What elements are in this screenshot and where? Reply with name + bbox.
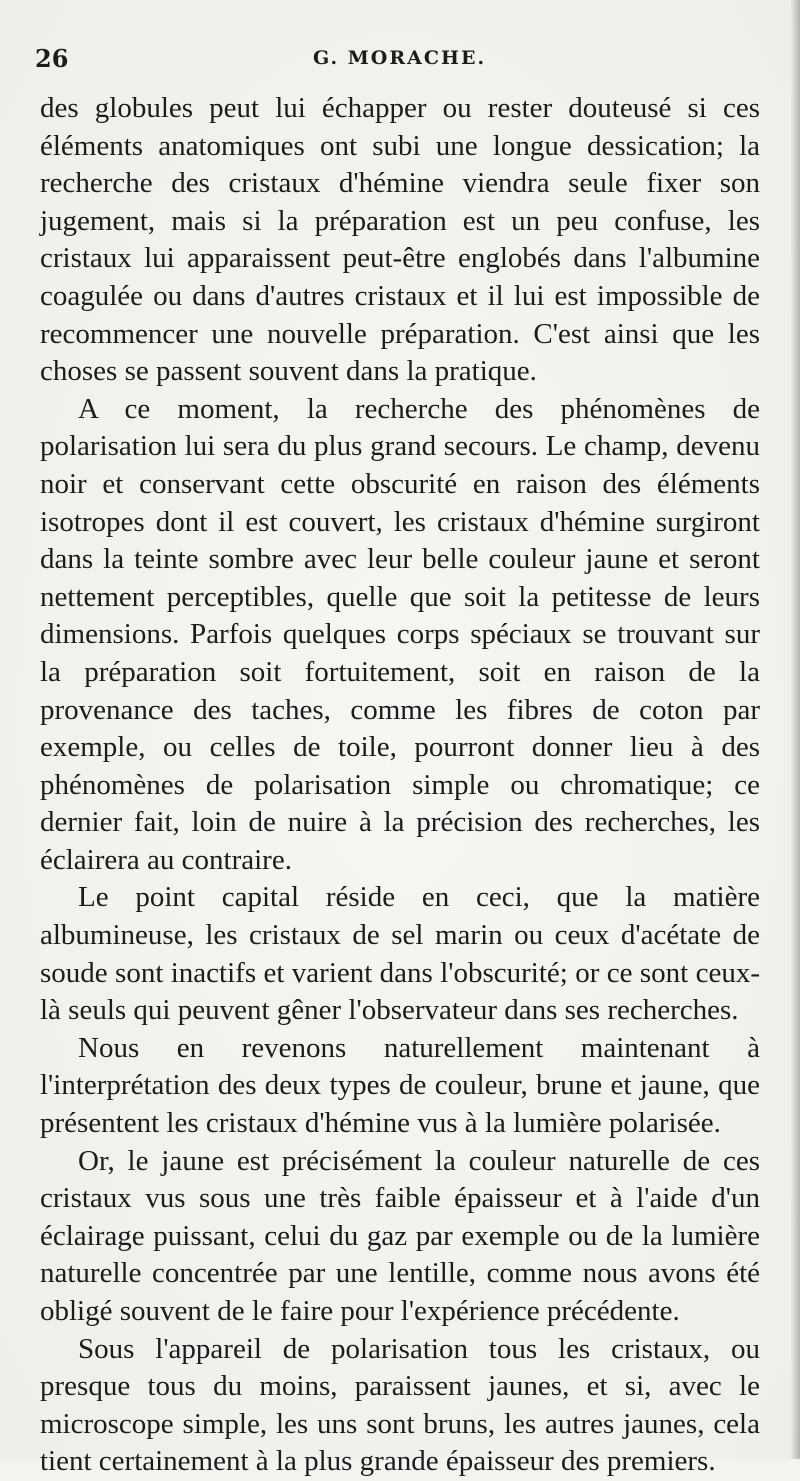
paragraph-5: Or, le jaune est précisément la couleur naturelle de ces cristaux vus sous une très faible épaisseur et à l'aide d'un éclairage puissant, celui du gaz par exemple ou de la lumière naturelle concentrée par une lentille, comme nous avons été obligé souvent de le faire pour l'expérience précédente. (40, 1144, 760, 1327)
paragraph-3: Le point capital réside en ceci, que la matière albumineuse, les cristaux de sel marin ou ceux d'acétate de soude sont inactifs et varient dans l'obscurité; or ce sont ceux-là seuls qui peuvent gêner l'observateur dans ses recherches. (40, 881, 760, 1027)
paragraph-6: Sous l'appareil de polarisation tous les cristaux, ou presque tous du moins, paraissent jaunes, et si, avec le microscope simple, les uns sont bruns, les autres jaunes, cela tient certainement à la plus grande épaisseur des premiers. (40, 1332, 760, 1478)
paragraph-1: des globules peut lui échapper ou rester douteusé si ces éléments anatomiques ont subi une longue dessication; la recherche des cristaux d'hémine viendra seule fixer son jugement, mais si la préparation est un peu confuse, les cristaux lui apparaissent peut-être englobés dans l'albumine coagulée ou dans d'autres cristaux et il lui est impossible de recommencer une nouvelle préparation. C'est ainsi que les choses se passent souvent dans la pratique. (40, 92, 760, 388)
running-head: G. MORACHE. (313, 47, 487, 69)
paragraph-4: Nous en revenons naturellement maintenant à l'interprétation des deux types de couleur, brune et jaune, que présentent les cristaux d'hémine vus à la lumière polarisée. (40, 1031, 760, 1140)
page-header (35, 44, 765, 84)
page-number: 26 (35, 44, 69, 73)
body-text (40, 90, 760, 1481)
page-edge-shadow (790, 0, 800, 1459)
paragraph-2: A ce moment, la recherche des phénomènes de polarisation lui sera du plus grand secours. Le champ, devenu noir et conservant cette obscurité en raison des éléments isotropes dont il est couvert, les cristaux d'hémine surgiront dans la teinte sombre avec leur belle couleur jaune et seront nettement perceptibles, quelle que soit la petitesse de leurs dimensions. Parfois quelques corps spéciaux se trouvant sur la préparation soit fortuitement, soit en raison de la provenance des taches, comme les fibres de coton par exemple, ou celles de toile, pourront donner lieu à des phénomènes de polarisation simple ou chromatique; ce dernier fait, loin de nuire à la précision des recherches, les éclairera au contraire. (40, 392, 760, 876)
